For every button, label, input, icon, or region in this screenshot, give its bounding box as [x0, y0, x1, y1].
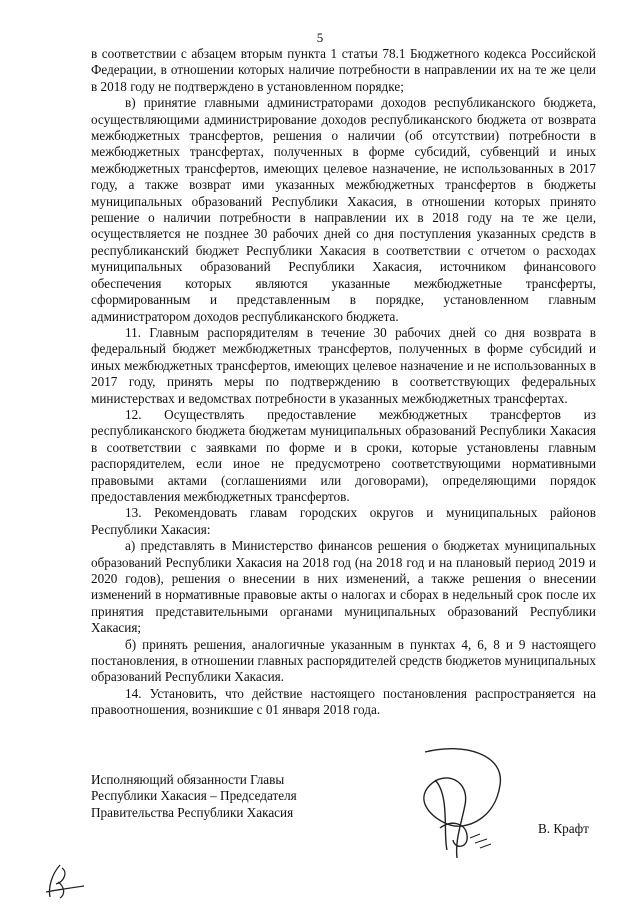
handwritten-signature [395, 740, 520, 865]
paragraph-12: 12. Осуществлять предоставление межбюджетных трансфертов из республиканского бюджета бюджетам муниципальных образований Республики Хакасия в соответствии с заявками по форме и в сроки, которые установлены главным распорядителем, если иное не предусмотрено соответствующими нормативными правовыми актами (соглашениями или договорами), определяющими порядок предоставления межбюджетных трансфертов. [91, 406, 596, 504]
paragraph-14: 14. Установить, что действие настоящего постановления распространяется на правоотношения, возникшие с 01 января 2018 года. [91, 685, 596, 718]
handwritten-initial [40, 862, 88, 902]
signatory-name: В. Крафт [538, 821, 589, 836]
paragraph-13-b: б) принять решения, аналогичные указанным в пунктах 4, 6, 8 и 9 настоящего постановления, в отношении главных распорядителей средств бюджетов муниципальных образований Республики Хакасия. [91, 636, 596, 685]
paragraph-13-a: а) представлять в Министерство финансов решения о бюджетах муниципальных образований Республики Хакасия на 2018 год (на 2018 год и на плановый период 2019 и 2020 годов), решения о внесении в них изменений, а также решения о внесении изменений в нормативные правовые акты о налогах и сборах в недельный срок после их принятия представительными органами муниципальных образований Республики Хакасия; [91, 538, 596, 636]
signatory-title-line: Исполняющий обязанности Главы [91, 772, 285, 787]
paragraph-11: 11. Главным распорядителям в течение 30 рабочих дней со дня возврата в федеральный бюджет межбюджетных трансфертов, полученных в форме субсидий и иных межбюджетных трансфертов, имеющих целевое назначение и не использованных в 2017 году, принять меры по подтверждению в соответствующих федеральных министерствах и ведомствах потребности в указанных межбюджетных трансфертах. [91, 324, 596, 406]
page-number: 5 [316, 30, 324, 45]
paragraph-continuation: в соответствии с абзацем вторым пункта 1 статьи 78.1 Бюджетного кодекса Российской Федерации, в отношении которых наличие потребности в направлении их на те же цели в 2018 году не подтверждено в установленном порядке; [91, 46, 596, 94]
paragraph-item-v: в) принятие главными администраторами доходов республиканского бюджета, осуществляющими администрирование доходов республиканского бюджета от возврата межбюджетных трансфертов, решения о наличии (об отсутствии) потребности в межбюджетных трансфертах, полученных в форме субсидий, субвенций и иных межбюджетных трансфертов, имеющих целевое назначение, не использованных в 2017 году, а также возврат ими указанных межбюджетных трансфертов в бюджеты муниципальных образований Республики Хакасия, в отношении которых принято решение о наличии потребности в направлении их в 2018 году на те же цели, осуществляется не позднее 30 рабочих дней со дня поступления указанных средств в республиканский бюджет Республики Хакасия в соответствии с отчетом о расходах муниципальных образований Республики Хакасия, источником финансового обеспечения которых являются указанные межбюджетные трансферты, сформированным и представленным в порядке, установленном главным администратором доходов республиканского бюджета. [91, 95, 596, 324]
signatory-title-line: Республики Хакасия – Председателя [91, 788, 297, 804]
paragraph-13: 13. Рекомендовать главам городских округов и муниципальных районов Республики Хакасия: [91, 505, 596, 537]
signatory-title-line: Правительства Республики Хакасия [91, 804, 294, 820]
signatory-title [91, 772, 297, 821]
document-body [91, 46, 596, 719]
